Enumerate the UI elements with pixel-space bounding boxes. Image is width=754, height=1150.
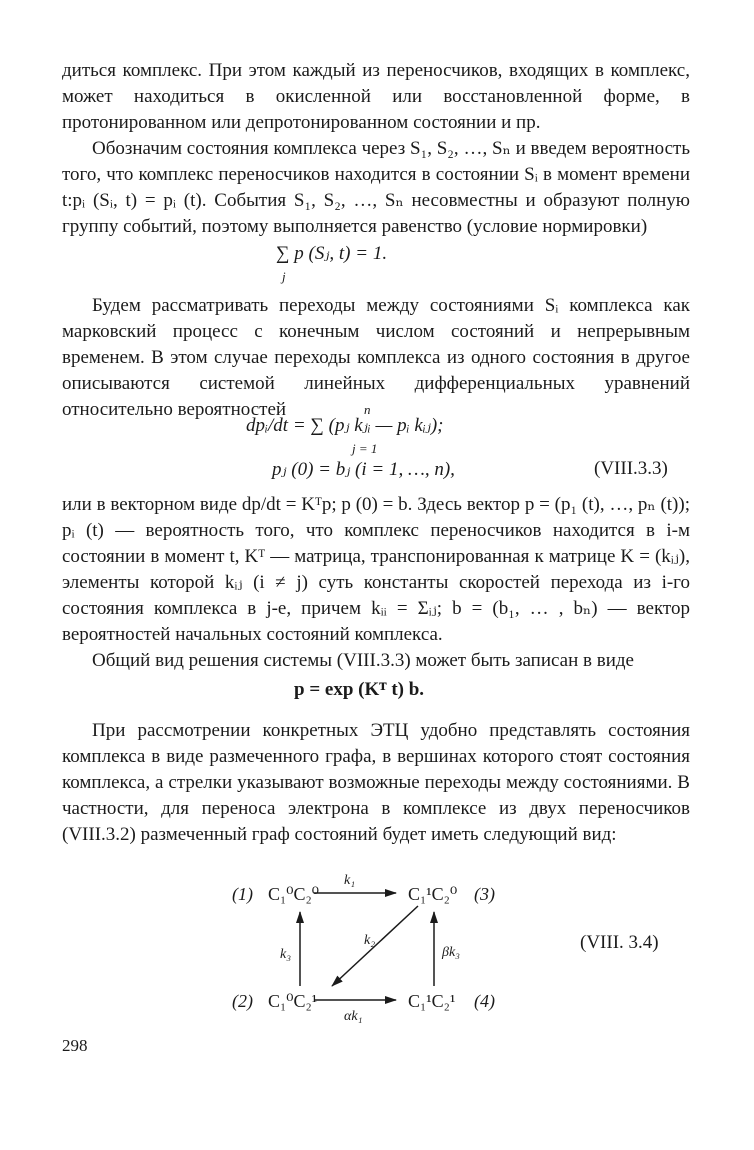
equation-normalization-subscript: j [282, 269, 286, 284]
edge-3-to-2-label: k₂ [364, 933, 376, 948]
sum-lower-limit: j = 1 [352, 441, 378, 456]
edge-2-to-1-label: k₃ [280, 947, 292, 962]
page-number: 298 [62, 1036, 88, 1055]
node-4-state: C₁¹C₂¹ [408, 991, 456, 1011]
equation-system-line-1: dpᵢ/dt = ∑ (pⱼ kⱼᵢ — pᵢ kᵢⱼ); [246, 415, 444, 436]
equation-normalization-text: ∑ p (Sⱼ, t) = 1. [276, 243, 388, 264]
paragraph-3: Будем рассматривать переходы между состояниями Sᵢ комплекса как марковский процесс с конечным числом состояний и непрерывным временем. В этом случае переходы комплекса из одного состояния в другое описываются системой линейных дифференциальных уравнений относительно вероятностей [62, 295, 690, 420]
sum-upper-limit: n [364, 402, 371, 417]
equation-number-3-4: (VIII. 3.4) [580, 932, 659, 953]
edge-4-to-3-label: βk₃ [442, 945, 461, 960]
edge-1-to-3-label: k₁ [344, 873, 356, 888]
paragraph-4: или в векторном виде dp/dt = Kᵀp; p (0) = b. Здесь вектор p = (p₁ (t), …, pₙ (t)); pᵢ (t) — вероятность того, что комплекс переносчиков находится в i-м состоянии в момент t, Kᵀ — матрица, транспонированная к матрице K = (kᵢⱼ), элементы которой kᵢⱼ (i ≠ j) суть константы скоростей перехода из i-го состояния комплекса в j-е, причем kᵢᵢ = Σᵢⱼ; b = (b₁, … , bₙ) — вектор вероятностей начальных состояний комплекса. [62, 494, 690, 645]
paragraph-5: Общий вид решения системы (VIII.3.3) может быть записан в виде [92, 650, 634, 671]
equation-number-3-3: (VIII.3.3) [594, 458, 668, 479]
node-1-state: C₁⁰C₂⁰ [268, 884, 319, 904]
node-1-label: (1) [232, 884, 253, 904]
paragraph-2: Обозначим состояния комплекса через S₁, S₂, …, Sₙ и введем вероятность того, что комплекс переносчиков находится в состоянии Sᵢ в момент времени t:pᵢ (Sᵢ, t) = pᵢ (t). События S₁, S₂, …, Sₙ несовместны и образуют полную группу событий, поэтому выполняется равенство (условие нормировки) [62, 138, 690, 237]
node-2-label: (2) [232, 991, 253, 1011]
node-3-state: C₁¹C₂⁰ [408, 884, 458, 904]
edge-2-to-4-label: αk₁ [344, 1009, 363, 1024]
node-4-label: (4) [474, 991, 495, 1011]
paragraph-6: При рассмотрении конкретных ЭТЦ удобно представлять состояния комплекса в виде размеченного графа, в вершинах которого стоят состояния комплекса, а стрелки указывают возможные переходы между состояниями. В частности, для переноса электрона в комплексе из двух переносчиков (VIII.3.2) размеченный граф состояний будет иметь следующий вид: [62, 720, 690, 845]
paragraph-1: диться комплекс. При этом каждый из переносчиков, входящих в комплекс, может находиться в окисленной или восстановленной форме, в протонированном или депротонированном состоянии и пр. [62, 60, 690, 133]
node-2-state: C₁⁰C₂¹ [268, 991, 318, 1011]
equation-system-line-2: pⱼ (0) = bⱼ (i = 1, …, n), [272, 459, 455, 480]
node-3-label: (3) [474, 884, 495, 904]
equation-solution-text: p = exp (Kᵀ t) b. [294, 679, 425, 700]
